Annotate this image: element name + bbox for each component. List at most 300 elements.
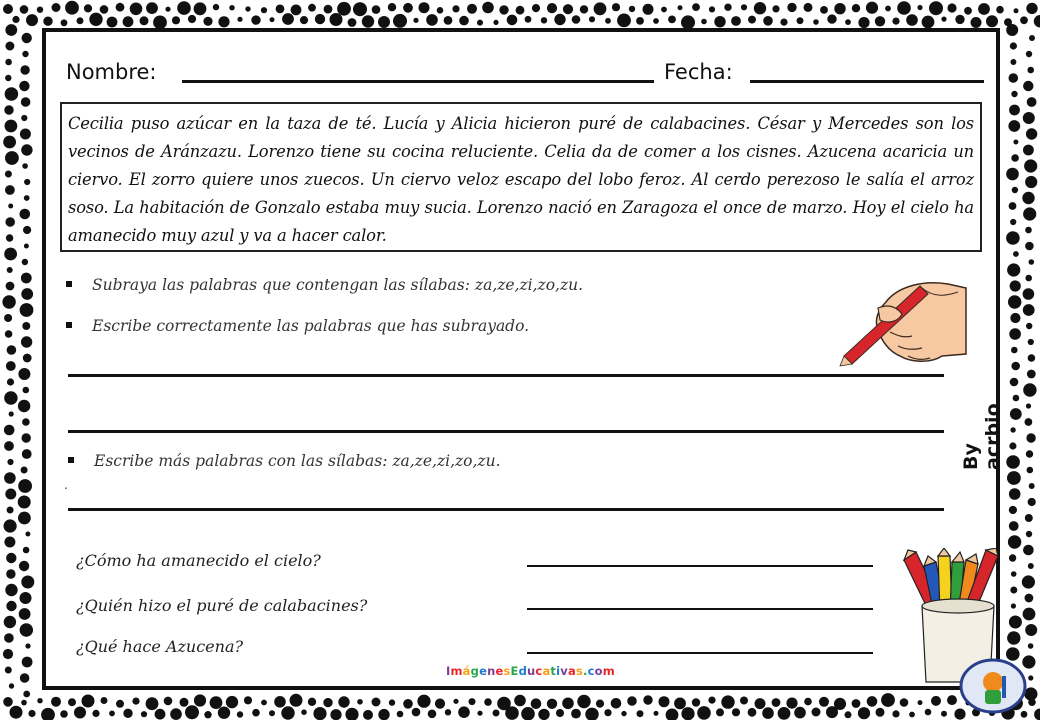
border-dot (6, 361, 16, 371)
border-dot (7, 345, 17, 355)
border-dot (845, 19, 851, 25)
border-dot (22, 163, 28, 169)
border-dot (1026, 323, 1032, 329)
border-dot (130, 3, 143, 16)
border-dot (6, 569, 15, 578)
border-dot (123, 16, 134, 27)
border-dot (452, 5, 459, 12)
date-label: Fecha: (664, 60, 733, 84)
border-dot (1028, 675, 1033, 680)
border-dot (20, 5, 29, 14)
border-dot (82, 695, 95, 708)
border-dot (1011, 91, 1017, 97)
border-dot (493, 20, 498, 25)
border-dot (22, 449, 32, 459)
border-dot (541, 17, 547, 23)
date-line[interactable] (750, 80, 984, 83)
border-dot (7, 507, 14, 514)
border-dot (7, 267, 13, 273)
border-dot (482, 2, 494, 14)
border-dot (804, 3, 813, 12)
border-dot (21, 273, 32, 284)
border-dot (617, 14, 631, 28)
border-dot (362, 15, 374, 27)
border-dot (210, 696, 223, 709)
border-dot (301, 709, 307, 715)
border-dot (345, 708, 358, 720)
border-dot (661, 7, 667, 13)
border-dot (5, 59, 12, 66)
border-dot (4, 633, 14, 643)
border-dot (22, 259, 28, 265)
border-dot (20, 592, 32, 604)
border-dot (251, 15, 260, 24)
border-dot (109, 711, 115, 717)
border-dot (611, 698, 622, 709)
border-dot (1029, 259, 1035, 265)
border-dot (41, 708, 55, 720)
border-dot (819, 697, 829, 707)
border-dot (21, 700, 27, 706)
border-dot (1010, 42, 1017, 49)
border-dot (986, 15, 998, 27)
border-dot (22, 33, 32, 43)
border-dot (666, 709, 679, 720)
border-dot (1026, 403, 1031, 408)
border-dot (931, 696, 941, 706)
border-dot (507, 15, 518, 26)
border-dot (18, 496, 31, 509)
border-dot (417, 695, 430, 708)
border-dot (1006, 24, 1018, 36)
border-dot (505, 706, 519, 720)
border-dot (276, 4, 285, 13)
border-dot (1006, 168, 1019, 181)
border-dot (26, 14, 38, 26)
border-dot (612, 3, 620, 11)
border-dot (213, 4, 219, 10)
border-dot (20, 303, 34, 317)
border-dot (20, 673, 30, 683)
border-dot (605, 18, 611, 24)
border-dot (493, 710, 500, 717)
border-dot (1025, 176, 1037, 188)
border-dot (556, 709, 564, 717)
border-dot (1034, 15, 1040, 27)
border-dot (19, 81, 29, 91)
border-dot (6, 553, 16, 563)
border-dot (845, 711, 852, 718)
border-dot (24, 179, 30, 185)
border-dot (100, 5, 109, 14)
border-dot (18, 479, 32, 493)
border-dot (445, 709, 451, 715)
border-dot (363, 710, 373, 720)
border-dot (23, 354, 32, 363)
border-dot (604, 709, 611, 716)
border-dot (1009, 202, 1017, 210)
border-dot (412, 708, 421, 717)
border-dot (629, 6, 635, 12)
border-dot (1013, 251, 1019, 257)
border-dot (740, 697, 748, 705)
border-dot (1026, 450, 1033, 457)
border-dot (21, 144, 32, 155)
border-dot (1009, 73, 1019, 83)
border-dot (419, 2, 430, 13)
border-dot (1027, 67, 1034, 74)
border-dot (155, 709, 166, 720)
border-dot (23, 691, 30, 698)
border-dot (330, 709, 341, 720)
border-dot (714, 16, 725, 27)
border-dot (1029, 483, 1035, 489)
border-dot (300, 16, 308, 24)
border-dot (900, 698, 909, 707)
border-dot (1010, 313, 1020, 323)
border-dot (1010, 427, 1015, 432)
border-dot (6, 282, 15, 291)
border-dot (5, 217, 15, 227)
border-dot (19, 608, 31, 620)
border-dot (5, 87, 19, 101)
border-dot (21, 97, 31, 107)
border-dot (964, 7, 972, 15)
border-dot (516, 6, 525, 15)
border-dot (4, 519, 17, 532)
border-dot (1025, 275, 1032, 282)
border-dot (5, 330, 13, 338)
border-dot (1027, 467, 1034, 474)
border-dot (403, 3, 413, 13)
border-dot (22, 322, 30, 330)
border-dot (244, 696, 252, 704)
border-dot (4, 441, 14, 451)
border-dot (9, 411, 14, 416)
border-dot (1014, 8, 1019, 13)
logo-badge-icon (958, 656, 1028, 716)
border-dot (5, 171, 12, 178)
border-dot (261, 700, 267, 706)
border-dot (226, 696, 238, 708)
border-dot (1009, 328, 1021, 340)
border-dot (51, 697, 61, 707)
border-dot (978, 3, 990, 15)
border-dot (435, 699, 445, 709)
border-dot (469, 698, 476, 705)
task-underline (66, 276, 583, 294)
border-dot (170, 708, 182, 720)
border-dot (1028, 339, 1034, 345)
border-dot (772, 5, 779, 12)
border-dot (458, 706, 470, 718)
border-dot (43, 17, 52, 26)
border-dot (5, 151, 19, 165)
border-dot (61, 19, 68, 26)
border-dot (323, 698, 332, 707)
border-dot (6, 601, 16, 611)
border-dot (18, 368, 30, 380)
border-dot (229, 5, 234, 10)
border-dot (324, 5, 333, 14)
border-dot (674, 698, 686, 710)
border-dot (1026, 3, 1037, 14)
border-dot (388, 3, 396, 11)
border-dot (1010, 280, 1021, 291)
border-dot (1025, 624, 1037, 636)
border-dot (1010, 219, 1016, 225)
border-dot (917, 5, 922, 10)
bullet-icon (66, 322, 72, 328)
border-dot (1010, 408, 1022, 420)
border-dot (554, 14, 565, 25)
border-dot (23, 226, 31, 234)
border-dot (141, 711, 147, 717)
border-dot (1013, 395, 1020, 402)
border-dot (572, 15, 581, 24)
border-dot (1009, 506, 1017, 514)
border-dot (827, 14, 836, 23)
border-dot (1010, 378, 1019, 387)
border-dot (20, 65, 29, 74)
border-dot (1023, 608, 1036, 621)
border-dot (636, 17, 644, 25)
border-dot (397, 711, 404, 718)
border-dot (357, 699, 363, 705)
border-dot (282, 13, 294, 25)
border-dot (10, 706, 23, 719)
border-dot (1034, 709, 1040, 720)
border-dot (820, 6, 828, 14)
border-dot (1009, 105, 1020, 116)
border-dot (308, 698, 316, 706)
border-dot (1006, 231, 1020, 245)
border-dot (763, 16, 773, 26)
border-dot (521, 707, 535, 720)
border-dot (164, 697, 173, 706)
border-dot (21, 115, 27, 121)
border-dot (621, 711, 626, 716)
border-dot (245, 6, 250, 11)
border-dot (1025, 418, 1033, 426)
border-dot (18, 512, 31, 525)
border-dot (459, 16, 469, 26)
border-dot (571, 709, 581, 719)
border-dot (5, 489, 16, 500)
border-dot (996, 6, 1004, 14)
border-dot (741, 4, 747, 10)
border-dot (218, 16, 229, 27)
reading-passage: Cecilia puso azúcar en la taza de té. Lucía y Alicia hicieron puré de calabacines. César y Mercedes son los vecinos de Aránzazu. Lorenzo tiene su cocina reluciente. Celia da de comer a los cisnes. Azucena acaricia un ciervo. El zorro quiere unos zuecos. Un ciervo veloz escapo del lobo feroz. Al cerdo perezoso le salía el arroz soso. La habitación de Gonzalo estaba muy sucia. Lorenzo nació en Zaragoza el once de marzo. Hoy el cielo ha amanecido muy azul y va a hacer calor. (60, 102, 982, 252)
name-label: Nombre: (66, 60, 157, 84)
border-dot (204, 711, 211, 718)
writing-line-2[interactable] (68, 430, 944, 433)
border-dot (1006, 455, 1020, 469)
border-dot (5, 42, 14, 51)
border-dot (678, 5, 683, 10)
bullet-icon (66, 281, 72, 287)
border-dot (1026, 128, 1037, 139)
border-dot (188, 15, 196, 23)
border-dot (637, 710, 644, 717)
border-dot (724, 3, 731, 10)
border-dot (4, 120, 17, 133)
border-dot (834, 3, 845, 14)
border-dot (3, 697, 13, 707)
border-dot (23, 547, 30, 554)
border-dot (353, 2, 367, 16)
border-dot (24, 244, 29, 249)
border-dot (875, 16, 885, 26)
border-dot (5, 185, 15, 195)
border-dot (378, 709, 389, 720)
site-brand: ImágenesEducativas.com (446, 664, 615, 678)
border-dot (701, 19, 707, 25)
border-dot (1025, 227, 1032, 234)
border-dot (25, 532, 30, 537)
border-dot (906, 14, 918, 26)
border-dot (5, 667, 12, 674)
border-dot (92, 710, 99, 717)
border-dot (643, 4, 654, 15)
border-dot (4, 616, 16, 628)
border-dot (20, 129, 31, 140)
border-dot (146, 697, 159, 710)
border-dot (185, 705, 199, 719)
border-dot (237, 711, 243, 717)
border-dot (1011, 362, 1020, 371)
writing-line-3[interactable] (68, 508, 944, 511)
border-dot (9, 683, 14, 688)
border-dot (18, 400, 30, 412)
border-dot (1009, 488, 1021, 500)
border-dot (52, 3, 61, 12)
border-dot (1023, 145, 1034, 156)
border-dot (270, 17, 275, 22)
border-dot (4, 537, 15, 548)
border-dot (338, 696, 349, 707)
border-dot (165, 7, 170, 12)
border-dot (692, 3, 700, 11)
border-dot (389, 699, 395, 705)
border-dot (194, 694, 206, 706)
border-dot (22, 657, 33, 668)
border-dot (60, 710, 68, 718)
border-dot (852, 699, 861, 708)
border-dot (668, 16, 676, 24)
border-dot (885, 6, 891, 12)
border-dot (1027, 97, 1037, 107)
border-dot (84, 4, 92, 12)
border-dot (444, 16, 453, 25)
border-dot (1023, 304, 1035, 316)
border-dot (4, 425, 15, 436)
border-dot (372, 698, 381, 707)
border-dot (413, 18, 418, 23)
border-dot (786, 698, 797, 709)
border-dot (1028, 354, 1036, 362)
border-dot (7, 378, 14, 385)
border-dot (315, 14, 325, 24)
border-dot (6, 234, 13, 241)
border-dot (37, 7, 43, 13)
border-dot (107, 17, 118, 28)
border-dot (7, 459, 13, 465)
border-dot (867, 696, 878, 707)
border-dot (1007, 263, 1020, 276)
border-dot (547, 699, 557, 709)
border-dot (437, 7, 444, 14)
border-dot (1023, 81, 1033, 91)
border-dot (772, 698, 781, 707)
border-dot (778, 707, 791, 720)
border-dot (1028, 643, 1034, 649)
border-dot (403, 699, 413, 709)
hand-writing-icon (838, 272, 970, 368)
border-dot (467, 4, 477, 14)
border-dot (428, 710, 437, 719)
border-dot (589, 16, 595, 22)
border-dot (21, 576, 34, 589)
border-dot (1008, 120, 1020, 132)
border-dot (23, 387, 30, 394)
border-dot (794, 707, 806, 719)
border-dot (19, 561, 29, 571)
answer-line-2[interactable] (527, 608, 873, 610)
border-dot (732, 708, 740, 716)
border-dot (1010, 59, 1016, 65)
border-dot (1026, 51, 1032, 57)
border-dot (525, 16, 532, 23)
border-dot (547, 3, 557, 13)
border-dot (20, 209, 31, 220)
border-dot (203, 17, 212, 26)
border-dot (514, 695, 526, 707)
border-dot (1013, 140, 1018, 145)
border-dot (1024, 159, 1037, 172)
border-dot (531, 698, 542, 709)
border-dot (971, 17, 982, 28)
border-dot (1009, 442, 1016, 449)
border-dot (659, 696, 670, 707)
answer-line-3[interactable] (527, 652, 873, 654)
border-dot (1023, 207, 1036, 220)
border-dot (858, 707, 870, 719)
border-dot (1023, 288, 1035, 300)
border-dot (313, 707, 326, 720)
border-dot (1008, 295, 1021, 308)
border-dot (563, 4, 573, 14)
border-dot (813, 19, 819, 25)
writing-line-1[interactable] (68, 374, 944, 377)
border-dot (291, 4, 302, 15)
bullet-icon (68, 457, 74, 463)
border-dot (499, 5, 508, 14)
border-dot (852, 4, 860, 12)
border-dot (261, 7, 267, 13)
border-dot (5, 75, 11, 81)
border-dot (697, 706, 711, 720)
border-dot (562, 698, 574, 710)
border-dot (1022, 192, 1034, 204)
border-dot (866, 2, 878, 14)
border-dot (681, 707, 694, 720)
border-dot (172, 16, 180, 24)
answer-line-1[interactable] (527, 565, 873, 567)
stray-mark: . (64, 478, 68, 492)
name-line[interactable] (182, 80, 654, 83)
border-dot (708, 697, 715, 704)
